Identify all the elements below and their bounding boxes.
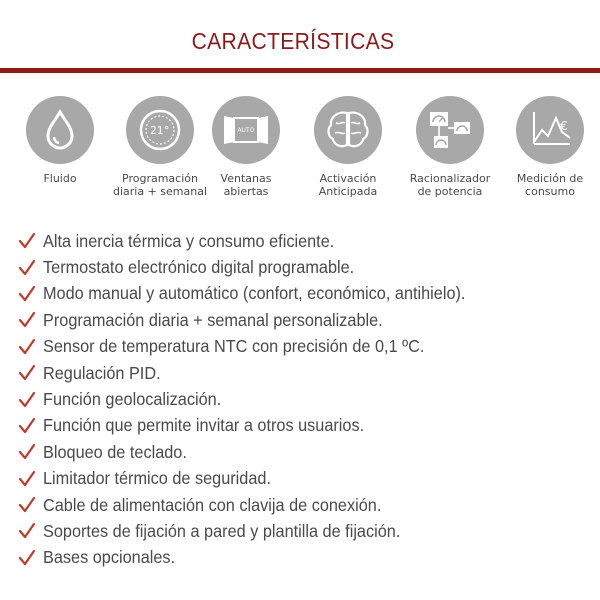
list-item bbox=[18, 360, 598, 386]
check-icon bbox=[18, 311, 36, 329]
list-item bbox=[18, 545, 598, 571]
list-item-text: Bases opcionales. bbox=[43, 547, 176, 568]
list-item-text: Función geolocalización. bbox=[43, 389, 222, 410]
list-item-text: Termostato electrónico digital programable. bbox=[43, 257, 355, 278]
list-item-text: Programación diaria + semanal personalizable. bbox=[43, 309, 383, 330]
list-item bbox=[18, 254, 598, 280]
brain-icon bbox=[314, 96, 382, 164]
feature-icons-row bbox=[0, 96, 600, 206]
feature-label: Programación diaria + semanal bbox=[112, 172, 208, 198]
list-item bbox=[18, 518, 598, 544]
list-item-text: Limitador térmico de seguridad. bbox=[43, 468, 271, 489]
check-icon bbox=[18, 443, 36, 461]
power-rationalizer-icon bbox=[416, 96, 484, 164]
check-icon bbox=[18, 285, 36, 303]
list-item bbox=[18, 307, 598, 333]
check-icon bbox=[18, 470, 36, 488]
feature-label: Racionalizador de potencia bbox=[409, 172, 491, 198]
feature-medicion bbox=[500, 96, 600, 198]
list-item-text: Bloqueo de teclado. bbox=[43, 441, 187, 462]
check-icon bbox=[18, 259, 36, 277]
thermostat-display-icon bbox=[126, 96, 194, 164]
list-item bbox=[18, 413, 598, 439]
check-icon bbox=[18, 549, 36, 567]
list-item bbox=[18, 492, 598, 518]
list-item-text: Cable de alimentación con clavija de conexión. bbox=[43, 494, 382, 515]
list-item bbox=[18, 439, 598, 465]
euro-sign: € bbox=[560, 119, 568, 133]
check-icon bbox=[18, 232, 36, 250]
list-item-text: Sensor de temperatura NTC con precisión de 0,1 ºC. bbox=[43, 336, 425, 357]
feature-activacion bbox=[298, 96, 398, 198]
title-divider bbox=[0, 68, 600, 73]
check-icon bbox=[18, 496, 36, 514]
list-item-text: Alta inercia térmica y consumo eficiente. bbox=[43, 230, 335, 251]
feature-label: Ventanas abiertas bbox=[220, 172, 272, 198]
check-icon bbox=[18, 417, 36, 435]
list-item bbox=[18, 334, 598, 360]
open-window-icon bbox=[212, 96, 280, 164]
feature-racionalizador bbox=[400, 96, 500, 198]
list-item-text: Función que permite invitar a otros usuarios. bbox=[43, 415, 365, 436]
list-item bbox=[18, 466, 598, 492]
feature-ventanas bbox=[196, 96, 296, 198]
list-item-text: Regulación PID. bbox=[43, 362, 161, 383]
drop-icon bbox=[26, 96, 94, 164]
list-item-text: Soportes de fijación a pared y plantilla de fijación. bbox=[43, 520, 401, 541]
check-icon bbox=[18, 391, 36, 409]
check-icon bbox=[18, 364, 36, 382]
page-title: CARACTERÍSTICAS bbox=[191, 28, 395, 54]
list-item bbox=[18, 228, 598, 254]
list-item bbox=[18, 386, 598, 412]
characteristics-list bbox=[18, 228, 598, 571]
check-icon bbox=[18, 338, 36, 356]
list-item bbox=[18, 281, 598, 307]
consumption-chart-icon bbox=[516, 96, 584, 164]
list-item-text: Modo manual y automático (confort, económico, antihielo). bbox=[43, 283, 466, 304]
feature-fluido bbox=[10, 96, 110, 185]
window-auto-text: AUTO bbox=[237, 127, 255, 134]
thermostat-display-text: 21° bbox=[150, 124, 170, 137]
feature-label: Medición de consumo bbox=[516, 172, 584, 198]
feature-programacion bbox=[110, 96, 210, 198]
check-icon bbox=[18, 522, 36, 540]
feature-label: Fluido bbox=[43, 172, 77, 185]
feature-label: Activación Anticipada bbox=[318, 172, 378, 198]
